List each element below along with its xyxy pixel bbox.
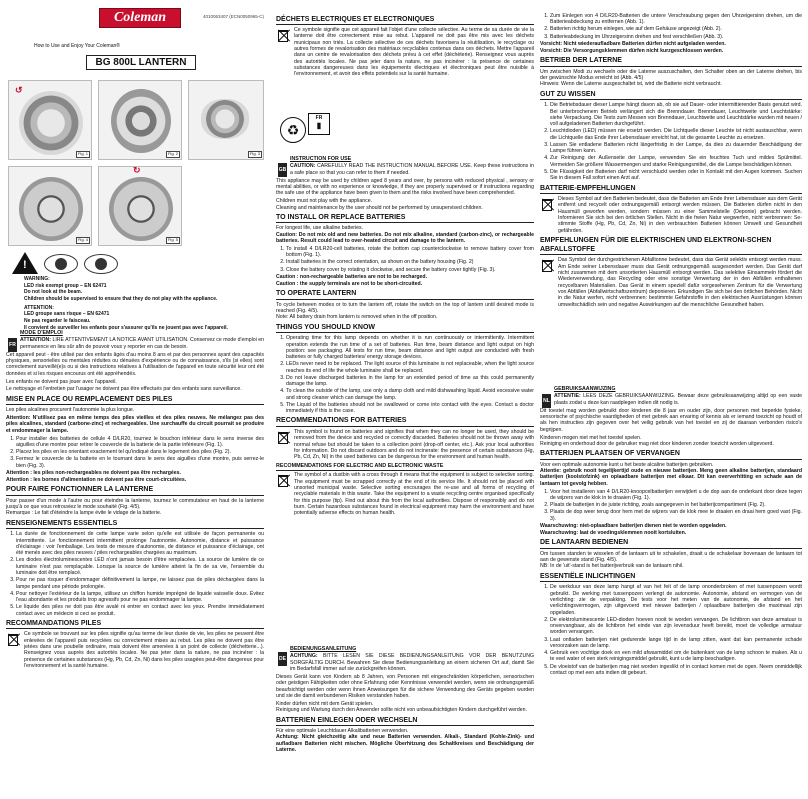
figure-label: Fig. 5 <box>167 237 178 243</box>
lantern-switch-image <box>109 177 173 241</box>
heading: DÉCHETS ELECTRIQUES ET ELECTRONIQUES <box>276 14 534 25</box>
figure-3 <box>188 80 264 160</box>
heading: ESSENTIËLE INLICHTINGEN <box>540 571 802 582</box>
paragraph: NB: In de 'uit'-stand is het batterijverbruik van de lantaarn nihil. <box>540 563 684 570</box>
paragraph: This symbol is found on batteries and signifies that when they can no longer be used, they should be removed from the device and recycled or correctly discarded. Batteries should not be thrown away with normal refuse but should be taken to a collection point (drop-off center, etc.). Ask your local authorities for information. Do not discard outdoors and do not incinerate: the presence of certain substances (Hg, Pb, Cd, Zn, Ni) in the used batteries can be dangerous for the environment and human health. <box>294 429 534 461</box>
figure-label: Fig. 4 <box>77 237 88 243</box>
paragraph: Dieses Symbol auf den Batterien bedeutet, dass die Batterien am Ende ihrer Lebensdauer aus dem Gerät entfernt und recycelt oder ordnungsgemäß entsorgt werden müssen. Die Batterien dürfen nicht in den Hausmüll geworfen werden, sondern müssen zu einer Sammelstelle (Deponie) gebracht werden. Informieren Sie sich bei den örtlichen Stellen. Nicht in die freien Natur wegwerfen, nicht verbrennen: Se- stimmte Stoffe (Hg, Pb, Cd, Zn, Ni) in den verbrauchten Batterien können Umwelt und Gesundheit gefährden. <box>558 196 802 234</box>
language-tag-gb: GB <box>278 163 287 177</box>
paragraph: Für eine optimale Leuchtdauer Alkalibatterien verwenden. <box>276 728 409 735</box>
paragraph-bold: Achtung: Nicht gleichzeitig alte und neue Batterien verwenden. Alkali-, Standard (Kohle-Zink)- und aufladbare Batterien nicht mischen. Mögliche Überhitzung des Schaltkreises und Beschädigung der Laterne. <box>276 734 534 754</box>
warning-title-fr: ATTENTION: <box>24 304 54 311</box>
recycling-symbol <box>280 113 322 151</box>
heading: BATTERIE-EMPFEHLUNGEN <box>540 183 802 194</box>
document-code: 4010063407 (ECN0050965-C) <box>202 14 264 19</box>
list-item: 1. La durée de fonctionnement de cette lampe varie selon qu'elle est utilisée de façon permanente ou intermittente. Le fonctionnement intermittent prolonge l'autonomie. Autonomie, distance et puissance d'éclairage : voir l'emballage. Les tests de mesure d'autonomie, de distance et puissance d'éclairage, ont été menés avec des piles neuves / piles rechargeables chargées au maximum. <box>16 531 264 556</box>
paragraph: Reinigung und Wartung durch den Anwender sollte nicht von unbeaufsichtigten Kindern durchgeführt werden. <box>276 707 527 714</box>
paragraph: Pour passer d'un mode à l'autre ou pour éteindre la lanterne, tournez le commutateur en haut de la lanterne jusqu'à ce que vous retrouviez le mode souhaité (Fig. 4/5). <box>6 497 264 510</box>
paragraph-bold: Caution : the supply terminals are not to be short-circuited. <box>276 280 423 287</box>
rotate-arrow-icon: ↺ <box>15 85 23 95</box>
fr-attention-text: LIRE ATTENTIVEMENT LA NOTICE AVANT UTILISATION. Conservez ce mode d'emploi en permanence en lieu sûr afin de pouvoir vous y reporter en cas de besoin. <box>20 337 264 350</box>
heading: RENSEIGNEMENTS ESSENTIELS <box>6 518 264 529</box>
list-item: 2. Placez les piles en les orientant exactement tel qu'indiqué dans le logement des piles (Fig. 2). <box>16 449 264 455</box>
list-item: 2. Plaats de batterijen in de juiste richting, zoals aangegeven in het batterijcompartiment (Fig. 2). <box>550 502 802 508</box>
figure-label: Fig. 2 <box>167 151 178 157</box>
recycle-icon: ♻ <box>280 117 306 143</box>
paragraph: Hinweis: Wenn die Laterne ausgeschaltet ist, wird die Batterie nicht verbraucht. <box>540 81 722 88</box>
paragraph: Reiniging en onderhoud door de gebruiker mag niet door kinderen zonder toezicht worden uitgevoerd. <box>540 440 774 447</box>
fr-attention-label: ATTENTION: <box>20 337 52 344</box>
paragraph-bold: Caution: Do not mix old and new batteries. Do not mix alkaline, standard (carbon-zinc), or rechargeable batteries. Result could lead to over-heated circuit and damage to the lantern. <box>276 231 534 245</box>
paragraph: Dit toestel mag worden gebruikt door kinderen die 8 jaar en ouder zijn, door personen met beperkte fysieke, sensorische of psychische vaardigheden of met gebrek aan ervaring of kennis als er iemand toezicht op houdt of als hen instructies zijn gegeven over het veilig gebruik van het toestel en zij de daaraan verbonden risico's begrijpen. <box>540 407 802 433</box>
column-left <box>4 0 266 799</box>
figure-1 <box>8 80 92 160</box>
warning-line: Do not look at the beam. <box>24 289 83 296</box>
battery-recycling-row <box>6 631 264 669</box>
list-item: 1. Operating time for this lamp depends on whether it is run continuously or intermittently. Intermittent operation extends the run time of a set of batteries. Run time, beam distance and light output on high position: see packaging. All tests for run time, beam distance and light output are conducted with fresh batteries or fully charged batteries/ energy storage devices. <box>286 335 534 360</box>
paragraph: Children must not play with the appliance. <box>276 198 373 205</box>
crossed-bin-icon <box>6 631 20 647</box>
list-item: 5. Le liquide des piles ne doit pas être avalé ni entrer en contact avec les yeux. Prendre immédiatement contact avec un médecin si ceci se produit. <box>16 604 264 617</box>
heading: BETRIEB DER LATERNE <box>540 56 802 67</box>
paragraph-bold: Vorsicht: Die Versorgungsklemmen dürfen nicht kurzgeschlossen werden. <box>540 47 724 54</box>
recycle-label: FR <box>315 115 323 121</box>
paragraph-bold: Attentie: gebruik nooit tegelijkertijd oude en nieuwe batterijen. Meng geen alkaline batterijen, standaard batterijen (koolstofzink) en oplaadbare batterijen met elkaar. Dit kan oververhitting en schade aan de lantaarn tot gevolg hebben. <box>540 468 802 487</box>
list-item: 2. Leuchtdioden (LED) müssen nie ersetzt werden. Die Lichtquelle dieser Leuchte ist nicht austauschbar, wenn die Lichtquelle das Ende ihrer Lebensdauer erreicht hat, ist die gesamte Leuchte zu ersetzen. <box>550 128 802 141</box>
list-item: 2. LEDs never need to be replaced. The light source of this luminaire is not replaceable, when the light source reaches its end of life the whole luminaire shall be replaced. <box>286 361 534 374</box>
battery-recycling-row <box>540 196 802 234</box>
waste-recycling-row <box>276 472 534 516</box>
figure-4 <box>8 166 92 246</box>
section-fr-cont <box>276 14 534 79</box>
crossed-bin-icon <box>540 257 554 273</box>
heading: BATTERIJEN PLAATSEN OF VERVANGEN <box>540 449 802 460</box>
list-item: 3. Do not leave discharged batteries in the lamp for an extended period of time as this could permanently damage the lamp. <box>286 375 534 388</box>
waste-recycling-row <box>276 27 534 78</box>
warning-line: Children should be supervised to ensure that they do not play with the appliance. <box>24 295 218 302</box>
heading: DE LANTAARN BEDIENEN <box>540 538 802 549</box>
list-item: 1. Zum Einlegen von 4 D/LR20-Batterien die untere Verschraubung gegen den Uhrzeigersinn drehen, um die Batterieabdeckung zu entfernen (Abb. 1). <box>550 13 802 26</box>
crossed-bin-icon <box>276 27 290 43</box>
heading: BATTERIEN EINLEGEN ODER WECHSELN <box>276 715 534 726</box>
list-item: 2. Install batteries in the correct orientation, as shown on the battery housing (Fig. 2) <box>286 259 534 265</box>
list-item: 3. Batterieabdeckung im Uhrzeigersinn drehen und fest verschließen (Abb. 3). <box>550 34 802 40</box>
list <box>6 436 264 469</box>
paragraph: Um zwischen Modi zu wechseln oder die Laterne auszuschalten, den Schalter oben an der Laterne drehen, bis der gewünschte Modus erreicht ist (Abb. 4/5) <box>540 68 802 82</box>
list <box>540 584 802 676</box>
list-item: 4. Gebruik een vochtige doek en een mild afwasmiddel om de buitenkant van de lamp schoon te maken. Als u te veel water of een sterk reinigingsmiddel gebruikt, kunt u de lamp beschadigen. <box>550 650 802 663</box>
heading: THINGS YOU SHOULD KNOW <box>276 322 534 333</box>
figure-label: Fig. 1 <box>77 151 88 157</box>
list <box>6 531 264 617</box>
battery-cover-image <box>201 99 249 139</box>
list-item: 5. De vloeistof van de batterijen mag niet worden ingeslikt of in contact komen met de ogen. Neem onmiddellijk contact op met een arts indien dit gebeurt. <box>550 664 802 677</box>
heading: TO INSTALL OR REPLACE BATTERIES <box>276 212 534 223</box>
list <box>540 489 802 522</box>
paragraph-bold: Waarschuwing: laat de voedingsklemmen nooit kortsluiten. <box>540 529 687 536</box>
warning-text <box>24 276 266 331</box>
paragraph: Das Symbol der durchgestrichenen Abfalltonne bedeutet, dass das Gerät selektiv entsorgt werden muss. Am Ende seiner Lebensdauer muss das Gerät ordnungsgemäß ausgesondert werden. Das Gerät darf nicht zusammen mit dem unsortierten Hausmüll entsorgt werden. Das selektive Einsammeln fördert die Wiederverwendung, das Recycling oder eine sonstige Verwertung der in den Abfällen enthaltenen recycelbaren Materialien. Das Gerät in einem speziell dafür vorgesehenen Zentrum für die Verwertung von Abfällen (Abfallwirtschaftszentrum) deponieren. Erkundigen Sie sich bei den örtlichen Behörden. Nicht in die Natur werfen, nicht verbrennen: bestimmte Gefahrstoffe in den elektrischen Ausrüstungen können umweltschädlich sein und negative Auswirkungen auf die menschliche Gesundheit haben. <box>558 257 802 308</box>
paragraph-bold: Vorsicht: Nicht wiederaufladbare Batterien dürfen nicht aufgeladen werden. <box>540 41 726 48</box>
list-item: 1. To install 4 D/LR20-cell batteries, rotate the bottom cap counterclockwise to remove battery cover from bottom (Fig. 1). <box>286 246 534 259</box>
gb-caution-label: CAUTION: <box>290 163 316 170</box>
warning-triangle-icon <box>12 252 38 274</box>
fr-instructions-title: MODE D'EMPLOI <box>20 330 63 336</box>
paragraph-bold: Attention : les bornes d'alimentation ne doivent pas être court-circuitées. <box>6 476 187 483</box>
list <box>276 246 534 273</box>
rotate-arrow-icon: ↻ <box>133 166 141 175</box>
list-item: 1. Die Betriebsdauer dieser Lampe hängt davon ab, ob sie auf Dauer- oder intermittierender Basis genutzt wird. Bei unterbrochenem Betrieb verlängert sich die Brenndauer. Brenndauer, Leuchtweite und Leuchtstärke: siehe Verpackung. Die Tests zum Messen von Brenndauer, Leuchtweite und Leuchtstärke wurden mit neuen / voll aufgeladenen Batterien durchgeführt. <box>550 102 802 127</box>
warning-line-fr: Il convient de surveiller les enfants pour s'assurer qu'ils ne jouent pas avec l'appareil. <box>24 324 228 331</box>
paragraph: Dieses Gerät kann von Kindern ab 8 Jahren, von Personen mit eingeschränkten körperlichen, sensorischen oder geistigen Fähigkeiten oder ohne Erfahrung oder Kenntnisse verwendet werden, wenn sie ordnungsgemäß beaufsichtigt werden oder wenn ihnen Anweisungen für die sichere Verwendung des Geräts gegeben wurden und sie die damit verbundenen Risiken verstanden haben. <box>276 673 534 700</box>
figure-label: Fig. 3 <box>249 151 260 157</box>
list-item: 1. De werkduur van deze lamp hangt af van het feit of de lamp ononderbroken of met tussenpozen wordt gebruikt. De werking met tussenpozen verlengt de autonomie. Autonomie, afstand en vermogen van de verlichting: zie de verpakking. De tests voor het meten van de autonomie, de afstand en het verlichtingsvermogen, zijn uitgevoerd met nieuwe batterijen / oplaadbare batterijen die maximaal zijn opgeladen. <box>550 584 802 616</box>
heading: RECOMMENDATIONS FOR BATTERIES <box>276 416 534 427</box>
battery-housing-image <box>111 89 171 153</box>
paragraph: Kinder dürfen nicht mit dem Gerät spielen. <box>276 700 374 707</box>
warning-line-fr: Ne pas regarder le faisceau. <box>24 318 91 325</box>
do-not-stare-icon <box>44 254 78 274</box>
paragraph: Remarque : Le fait d'éteindre la lampe évite le vidage de la batterie. <box>6 510 162 517</box>
lantern-top-image <box>19 177 83 241</box>
heading: RECOMMENDATIONS FOR ELECTRIC AND ELECTRONIC WASTE <box>276 462 534 471</box>
list-item: 5. Die Flüssigkeit der Batterien darf nicht verschluckt werden oder in Kontakt mit den Augen kommen. Suchen Sie in diesem Fall sofort einen Arzt auf. <box>550 169 802 182</box>
warning-title: WARNING: <box>24 276 50 282</box>
language-tag-de: DE <box>278 652 287 666</box>
section-gb <box>276 156 534 518</box>
warning-box <box>10 252 260 331</box>
heading: POUR FAIRE FONCTIONNER LA LANTERNE <box>6 485 264 496</box>
list-item: 2. Les diodes électroluminescentes LED n'ont jamais besoin d'être remplacées. La source de lumière de ce luminaire n'est pas remplaçable. Lorsque la source de lumière atteint la fin de sa vie, l'ensemble du luminaire doit être remplacé. <box>16 557 264 576</box>
de-instructions-title: BEDIENUNGSANLEITUNG <box>290 646 357 652</box>
list-item: 1. Voor het installeren van 4 D/LR20-knoopcelbatterijen verwijdert u de dop aan de onderkant door deze tegen de wijzers van de klok in te draaien (Fig. 1). <box>550 489 802 502</box>
paragraph: Note: All battery drain from lantern is removed when in the off position. <box>276 314 438 321</box>
list-item: 3. Laat ontladen batterijen niet gedurende lange tijd in de lamp zitten, want dat kan permanente schade veroorzaken aan de lamp. <box>550 637 802 650</box>
list <box>540 102 802 181</box>
figure-2 <box>98 80 182 160</box>
paragraph: For longest life, use alkaline batteries. <box>276 225 364 232</box>
paragraph: Cleaning and maintenance by the user should not be performed by unsupervised children. <box>276 204 483 211</box>
paragraph: Le nettoyage et l'entretien par l'usager ne doivent pas être effectués par des enfants sans surveillance. <box>6 386 242 393</box>
paragraph: Om tussen standen te wisselen of de lantaarn uit te schakelen, draait u de schakelaar bovenaan de lantaarn tot aan de gewenste stand (Fig. 4/5). <box>540 550 802 563</box>
nl-attention-label: ATTENTIE: <box>554 393 581 400</box>
list-item: 3. Plaats de dop weer terug door hem met de wijzers van de klok mee te draaien en draai hem goed vast (Fig. 3). <box>550 509 802 522</box>
coleman-logo: Coleman <box>99 8 181 28</box>
paragraph-bold: Caution : non-rechargeable batteries are not to be recharged. <box>276 274 428 281</box>
de-attention-text: BITTE LESEN SIE DIESE BEDIENUNGSANLEITUNG VOR DER BENUTZUNG SORGFÄLTIG DURCH. Bewahren Sie diese Bedienungsanleitung an einem sicheren Ort auf, damit Sie im Bedarfsfall immer auf sie zurückgreifen können. <box>290 653 534 673</box>
list-item: 3. Lassen Sie entladene Batterien nicht längerfristig in der Lampe, da dies zu dauernder Beschädigung der Lampe führen kann. <box>550 142 802 155</box>
section-de-cont <box>540 13 802 309</box>
paragraph: Les enfants ne doivent pas jouer avec l'appareil. <box>6 378 117 385</box>
section-fr <box>6 330 264 671</box>
paragraph: Voor een optimale autonomie kunt u het beste alcaline batterijen gebruiken. <box>540 461 714 468</box>
crossed-bin-icon <box>276 429 290 445</box>
heading: EMPFEHLUNGEN FÜR DIE ELEKTRISCHEN UND ELEKTRONI-SCHEN ABFALLSTOFFE <box>540 236 802 256</box>
list <box>276 335 534 414</box>
list-item: 4. Zur Reinigung der Außenseite der Lampe, verwenden Sie ein feuchtes Tuch und mildes Spülmittel. Vermeiden Sie größere Wassermengen und starke Reinigungsmittel, die die Lampe beschädigen können. <box>550 155 802 168</box>
subtitle: How to Use and Enjoy Your Coleman® <box>34 43 120 49</box>
column-right <box>540 0 804 799</box>
model-title: BG 800L LANTERN <box>86 55 196 70</box>
crossed-bin-icon <box>540 196 554 212</box>
list-item: 2. Batterien richtig herum einlegen, wie auf dem Gehäuse angezeigt (Abb. 2). <box>550 26 802 32</box>
list-item: 4. Pour nettoyer l'extérieur de la lampe, utilisez un chiffon humide imprégné de liquide vaisselle doux. Évitez l'eau abondante et les produits trop agressifs pour ne pas endommager la lampe. <box>16 591 264 604</box>
list-item: 3. Pour ne pas risquer d'endommager définitivement la lampe, ne laissez pas de piles déchargées dans la lampe pendant une période prolongée. <box>16 577 264 590</box>
list-item: 5. The Liquid of the batteries should not be swallowed or come into contact with the eyes. Contact a doctor immediately if this is the case. <box>286 402 534 415</box>
paragraph: Ce symbole signifie que cet appareil fait l'objet d'une collecte sélective. Au terme de sa durée de vie la lanterne doit être correctement mise au rebut. L'appareil ne doit pas être mis avec les déchets municipaux non triés. La collecte sélective de ces déchets favorisera la réutilisation, le recyclage ou autres formes de revalorisation des matériaux recyclables contenus dans ces déchets. Mettre l'appareil dans un centre de revalorisation des déchets prévu à cet effet (déchèterie). Renseignez vous auprès des autorités locales. Ne pas jeter dans la nature, ne pas incinérer : la présence de certaines substances dangereuses dans les équipements électriques et électroniques peut être nuisible à l'environnement, et avoir des effets potentiels sur la santé humaine. <box>294 27 534 78</box>
warning-line-fr: LED groupe sans risque – EN 62471 <box>24 311 110 318</box>
nl-instructions-title: GEBRUIKSAANWIJZING <box>554 386 616 392</box>
list-item: 4. To clean the outside of the lamp, use only a damp cloth and mild dishwashing liquid. Avoid excessive water and strong cleaner which can damage the lamp. <box>286 388 534 401</box>
paragraph: Cet appareil peut - être utilisé par des enfants âgés d'au moins 8 ans et par des personnes ayant des capacités physiques, sensorielles ou mentales réduites ou dénuées d'expérience ou de connaissance, s'ils (si elles) sont correctement surveillé(e)s ou si des instructions relatives à l'utilisation de l'appareil en toute sécurité leur ont été données et si les risques encourus ont été appréhendés. <box>6 351 264 377</box>
heading: GUT ZU WISSEN <box>540 89 802 100</box>
de-attention-label: ACHTUNG: <box>290 653 318 660</box>
paragraph: To cycle between modes or to turn the lantern off, rotate the switch on the top of lantern until desired mode is reached (Fig. 4/5). <box>276 301 534 314</box>
list <box>540 13 802 40</box>
warning-line: LED risk exempt group – EN 62471 <box>24 282 107 289</box>
heading: RECOMMANDATIONS PILES <box>6 618 264 629</box>
paragraph: The symbol of a dustbin with a cross through it means that the equipment is subject to selective sorting. The equipment must be scrapped correctly at the end of its service life. It should not be placed with unsorted municipal waste. Selective sorting encourages the re-use and all forms of recycling of recyclable materials in this waste. Take the equipment to a waste recycling centre organised specifically for this purpose (tip). Find out about this from the local authorities. Dispose of responsibly and do not burn. Certain hazardous substances found in electrical equipment may harm the environment and have potentially adverse effects on human health. <box>294 472 534 517</box>
heading: TO OPERATE LANTERN <box>276 289 534 300</box>
list-item: 3. Fermez le couvercle de la batterie en le tournant dans le sens des aiguilles d'une montre, puis serrez-le bien (Fig. 3). <box>16 456 264 469</box>
lantern-bottom-image <box>19 91 83 155</box>
section-de <box>276 646 534 755</box>
triman-label <box>308 113 330 135</box>
battery-icon: ▮ <box>316 121 322 130</box>
figure-5 <box>98 166 182 246</box>
eye-icon <box>84 254 118 274</box>
paragraph-bold: Waarschuwing: niet-oplaadbare batterijen dienen niet te worden opgeladen. <box>540 523 727 530</box>
column-middle <box>276 0 536 799</box>
paragraph: Ce symbole se trouvant sur les piles signifie qu'au terme de leur durée de vie, les piles ne peuvent être enlevées de l'appareil puis recyclées ou correctement mises au rebut. Les piles ne doivent pas être jetées dans une poubelle ordinaire, mais doivent être amenées à un point de collecte (déchetterie...). Renseignez vous auprès des autorités locales. Ne pas jeter dans la nature, ne pas incinérer : la présence de certaines substances (Hg, Pb, Cd, Zn, Ni) dans les piles usagées peut-être dangereux pour l'environnement et la santé humaine. <box>24 631 264 670</box>
gb-instructions-title: INSTRUCTION FOR USE <box>290 156 352 162</box>
list-item: 2. De elektroluminescente LED-dioden hoeven nooit te worden vervangen. De lichtbron van deze armatuur is onvervangbaar, als de lichtbron het einde van zijn levensduur heeft bereikt, moet de volledige armatuur worden vervangen. <box>550 617 802 636</box>
paragraph: Kinderen mogen niet met het toestel spelen. <box>540 434 642 441</box>
waste-recycling-row <box>540 257 802 308</box>
paragraph: Les piles alcalines procurent l'autonomie la plus longue. <box>6 407 135 414</box>
list-item: 1. Pour installer des batteries de cellule 4 D/LR20, tournez le bouchon inférieur dans le sens inverse des aiguilles d'une montre pour retirer le couvercle de la batterie de la partie inférieure (Fig. 1). <box>16 436 264 449</box>
list-item: 3. Close the battery cover by rotating it clockwise, and secure the battery cover tightly (Fig. 3). <box>286 267 534 273</box>
language-tag-nl: NL <box>542 394 551 408</box>
heading: MISE EN PLACE OU REMPLACEMENT DES PILES <box>6 394 264 405</box>
language-tag-fr: FR <box>8 338 17 352</box>
paragraph-bold: Attention : les piles non-rechargeables ne doivent pas être rechargées. <box>6 470 181 477</box>
nl-attention-text: LEES DEZE GEBRUIKSAANWIJZING. Bewaar deze gebruiksaanwijzing altijd op een vaste plaats zodat u deze kan raadplegen indien dit nodig is. <box>554 393 802 406</box>
battery-recycling-row <box>276 429 534 461</box>
crossed-bin-icon <box>276 472 290 488</box>
gb-caution-text: CAREFULLY READ THE INSTRUCTION MANUAL BEFORE USE. Keep these instructions in a safe place so that you can refer to them if needed. <box>290 163 534 176</box>
paragraph: This appliance may be used by children aged 8 years and over, by persons with reduced physical , sensory or mental abilities, or with no experience or knowledge, if they are properly supervised or if instructions regarding the safe use of the appliance have been given to them and the risks involved have been comprehended. <box>276 177 534 197</box>
paragraph-bold: Attention: N'utilisez pas en même temps des piles vieilles et des piles neuves. Ne mélangez pas des piles alcalines, standard (carbone-zinc) et rechargeables. Une surchauffe du circuit pourrait se produire et endommager la lampe. <box>6 415 264 434</box>
section-nl <box>540 386 802 678</box>
